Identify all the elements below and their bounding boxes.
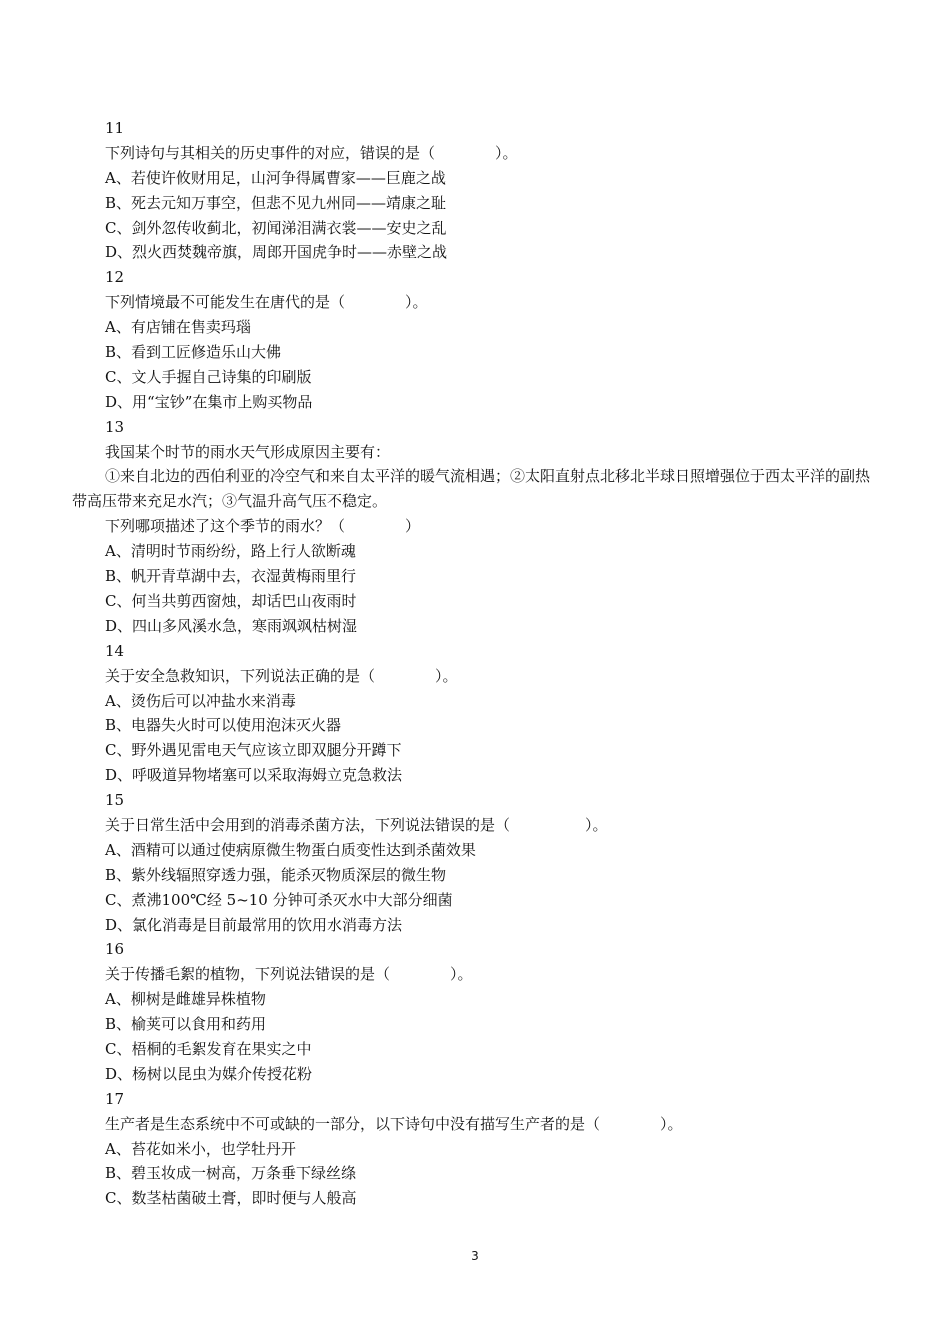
option-c: C、文人手握自己诗集的印刷版 xyxy=(105,367,312,386)
question-stem: 下列诗句与其相关的历史事件的对应，错误的是（ ）。 xyxy=(105,143,518,162)
question-stem: 下列情境最不可能发生在唐代的是（ ）。 xyxy=(105,293,428,312)
option-a: A、若使许攸财用足，山河争得属曹家——巨鹿之战 xyxy=(105,168,446,187)
option-c: C、剑外忽传收蓟北，初闻涕泪满衣裳——安史之乱 xyxy=(105,218,447,237)
option-b: B、电器失火时可以使用泡沫灭火器 xyxy=(105,716,342,735)
option-b: B、紫外线辐照穿透力强，能杀灭物质深层的微生物 xyxy=(105,865,447,884)
option-b: B、看到工匠修造乐山大佛 xyxy=(105,343,282,362)
question-number: 12 xyxy=(105,268,125,287)
option-a: A、烫伤后可以冲盐水来消毒 xyxy=(105,691,296,710)
option-b: B、帆开青草湖中去，衣湿黄梅雨里行 xyxy=(105,567,357,586)
option-d: D、杨树以昆虫为媒介传授花粉 xyxy=(105,1064,313,1083)
option-a: A、清明时节雨纷纷，路上行人欲断魂 xyxy=(105,542,356,561)
question-number: 17 xyxy=(105,1089,125,1108)
option-d: D、烈火西焚魏帝旗，周郎开国虎争时——赤壁之战 xyxy=(105,243,448,262)
option-d: D、四山多风溪水急，寒雨飒飒枯树湿 xyxy=(105,616,358,635)
question-number: 14 xyxy=(105,641,125,660)
option-d: D、用“宝钞”在集市上购买物品 xyxy=(105,392,313,411)
option-c: C、梧桐的毛絮发育在果实之中 xyxy=(105,1039,312,1058)
question-stem: 关于传播毛絮的植物，下列说法错误的是（ ）。 xyxy=(105,965,473,984)
question-number: 11 xyxy=(105,119,125,137)
option-a: A、柳树是雌雄异株植物 xyxy=(105,990,266,1009)
option-b: B、榆荚可以食用和药用 xyxy=(105,1015,267,1034)
option-d: D、氯化消毒是目前最常用的饮用水消毒方法 xyxy=(105,915,403,934)
question-stem: 关于安全急救知识，下列说法正确的是（ ）。 xyxy=(105,666,458,685)
option-a: A、酒精可以通过使病原微生物蛋白质变性达到杀菌效果 xyxy=(105,840,476,859)
page-number: 3 xyxy=(471,1249,479,1263)
option-c: C、数茎枯菌破土膏，即时便与人般高 xyxy=(105,1189,357,1208)
question-stem: 关于日常生活中会用到的消毒杀菌方法，下列说法错误的是（ ）。 xyxy=(105,815,608,834)
option-a: A、有店铺在售卖玛瑙 xyxy=(105,318,251,337)
question-number: 15 xyxy=(105,791,125,810)
option-c: C、野外遇见雷电天气应该立即双腿分开蹲下 xyxy=(105,741,402,760)
option-a: A、苔花如米小，也学牡丹开 xyxy=(105,1139,296,1158)
option-b: B、死去元知万事空，但悲不见九州同——靖康之耻 xyxy=(105,193,447,212)
question-number: 13 xyxy=(105,417,125,436)
question-stem: 下列哪项描述了这个季节的雨水？（ ） xyxy=(105,517,421,536)
question-intro: 我国某个时节的雨水天气形成原因主要有： xyxy=(105,442,391,461)
question-number: 16 xyxy=(105,940,125,959)
option-c: C、煮沸100℃经 5~10 分钟可杀灭水中大部分细菌 xyxy=(105,890,453,909)
option-c: C、何当共剪西窗烛，却话巴山夜雨时 xyxy=(105,591,357,610)
option-d: D、呼吸道异物堵塞可以采取海姆立克急救法 xyxy=(105,766,403,785)
question-stem: 生产者是生态系统中不可或缺的一部分，以下诗句中没有描写生产者的是（ ）。 xyxy=(105,1114,683,1133)
option-b: B、碧玉妆成一树高，万条垂下绿丝绦 xyxy=(105,1164,357,1183)
question-passage: ①来自北边的西伯利亚的冷空气和来自太平洋的暖气流相遇；②太阳直射点北移北半球日照增强位于西太平洋的副热带高压带来充足水汽；③气温升高气压不稳定。 xyxy=(72,467,871,511)
question-list xyxy=(72,116,882,1211)
